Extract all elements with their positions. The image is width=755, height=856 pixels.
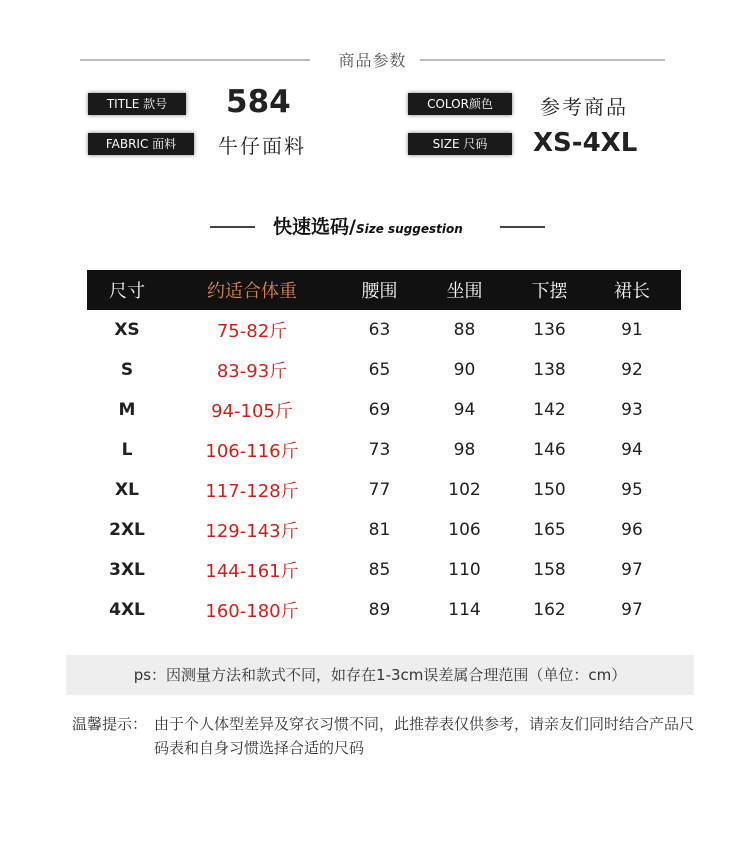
cell-weight: 83-93斤: [216, 361, 288, 382]
cell-waist: 63: [368, 320, 391, 340]
table-row: [87, 590, 681, 630]
cell-hem: 142: [533, 400, 566, 420]
cell-hem: 150: [533, 480, 566, 500]
cell-size: 3XL: [109, 560, 145, 580]
divider-left: [80, 59, 310, 61]
section-header: [80, 46, 665, 74]
header-hip: 坐围: [446, 281, 483, 302]
cell-length: 97: [621, 600, 643, 620]
cell-size: S: [120, 360, 134, 380]
cell-length: 91: [621, 320, 643, 340]
cell-length: 92: [621, 360, 643, 380]
table-row: [87, 350, 681, 390]
header-weight: 约适合体重: [207, 281, 297, 302]
cell-weight: 75-82斤: [216, 321, 288, 342]
tip-body: 由于个人体型差异及穿衣习惯不同，此推荐表仅供参考，请亲友们同时结合产品尺码表和自身习惯选择合适的尺码: [154, 715, 695, 757]
cell-waist: 77: [368, 480, 391, 500]
divider-left: [210, 226, 255, 228]
cell-weight: 160-180斤: [205, 601, 299, 622]
cell-size: L: [121, 440, 133, 460]
color-value: 参考商品: [540, 95, 628, 119]
cell-waist: 73: [368, 440, 391, 460]
cell-length: 97: [621, 560, 643, 580]
cell-waist: 85: [368, 560, 391, 580]
table-row: [87, 430, 681, 470]
cell-length: 95: [621, 480, 643, 500]
cell-hip: 90: [453, 360, 476, 380]
ps-note: ps：因测量方法和款式不同，如存在1-3cm误差属合理范围（单位：cm）: [66, 655, 694, 695]
table-row: [87, 550, 681, 590]
header-hem: 下摆: [531, 281, 568, 302]
cell-hem: 165: [533, 520, 566, 540]
quick-size-title: [273, 212, 463, 239]
cell-length: 93: [621, 400, 643, 420]
cell-length: 94: [621, 440, 643, 460]
cell-waist: 89: [368, 600, 391, 620]
cell-hem: 136: [533, 320, 566, 340]
title-label: TITLE 款号: [88, 93, 186, 115]
cell-hip: 106: [448, 520, 481, 540]
cell-hip: 88: [453, 320, 476, 340]
color-label: COLOR颜色: [408, 93, 512, 115]
cell-hip: 98: [453, 440, 476, 460]
cell-hem: 138: [533, 360, 566, 380]
cell-hem: 162: [533, 600, 566, 620]
cell-length: 96: [621, 520, 643, 540]
cell-size: XS: [114, 320, 140, 340]
table-row: [87, 510, 681, 550]
cell-size: 4XL: [109, 600, 145, 620]
size-table: [87, 270, 681, 630]
cell-waist: 81: [368, 520, 391, 540]
header-size: 尺寸: [109, 281, 145, 302]
title-value: 584: [226, 84, 291, 120]
cell-weight: 129-143斤: [205, 521, 299, 542]
cell-weight: 117-128斤: [205, 481, 299, 502]
cell-size: M: [118, 400, 136, 420]
cell-hem: 146: [533, 440, 566, 460]
fabric-value: 牛仔面料: [218, 134, 306, 158]
table-row: [87, 390, 681, 430]
divider-right: [420, 59, 665, 61]
section-title: 商品参数: [338, 51, 407, 70]
size-label: SIZE 尺码: [408, 133, 512, 155]
quick-size-title-en: Size suggestion: [355, 222, 463, 236]
size-value: XS-4XL: [533, 128, 638, 158]
cell-waist: 69: [368, 400, 391, 420]
fabric-label: FABRIC 面料: [88, 133, 194, 155]
table-row: [87, 470, 681, 510]
tip-note: [72, 712, 712, 760]
header-waist: 腰围: [361, 281, 398, 302]
table-header: [87, 270, 681, 310]
cell-waist: 65: [368, 360, 391, 380]
quick-size-header: [210, 212, 545, 240]
tip-label: 温馨提示：: [72, 715, 148, 733]
cell-weight: 106-116斤: [205, 441, 299, 462]
cell-hip: 114: [448, 600, 481, 620]
cell-hip: 94: [453, 400, 476, 420]
cell-hip: 110: [448, 560, 481, 580]
divider-right: [500, 226, 545, 228]
cell-weight: 94-105斤: [211, 401, 293, 422]
cell-size: XL: [115, 480, 139, 500]
cell-weight: 144-161斤: [205, 561, 299, 582]
cell-size: 2XL: [109, 520, 145, 540]
cell-hip: 102: [448, 480, 481, 500]
header-length: 裙长: [614, 281, 650, 302]
cell-hem: 158: [533, 560, 566, 580]
table-row: [87, 310, 681, 350]
quick-size-title-cn: 快速选码/: [273, 216, 356, 238]
